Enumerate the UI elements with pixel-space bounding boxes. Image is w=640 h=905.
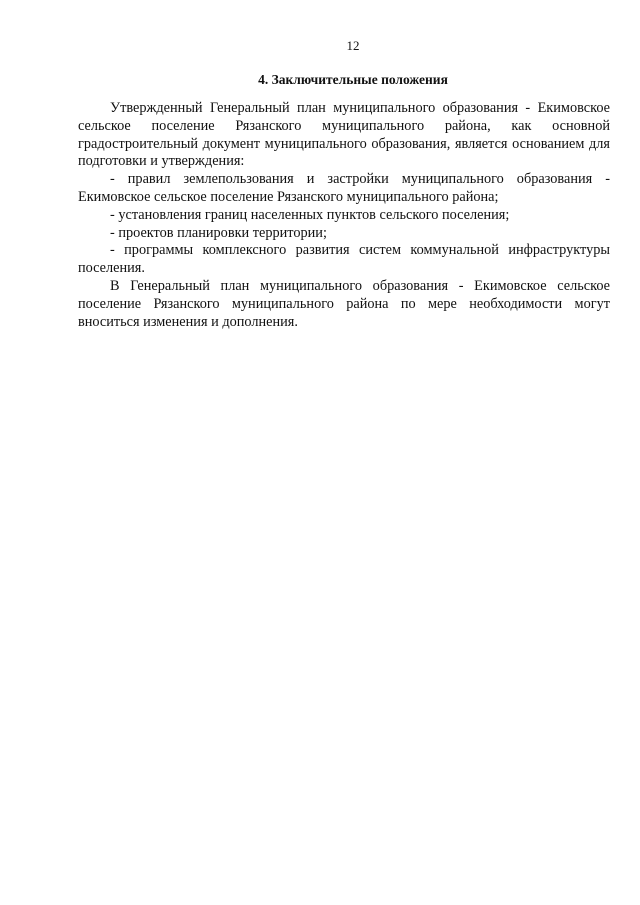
- list-item-infrastructure-program: - программы комплексного развития систем коммунальной инфраструктуры поселения.: [78, 242, 610, 277]
- page-number: 12: [346, 38, 360, 53]
- list-item-land-use-rules: - правил землепользования и застройки муниципального образования - Екимовское сельское поселение Рязанского муниципального района;: [78, 171, 610, 205]
- list-item-planning-projects: - проектов планировки территории;: [110, 224, 327, 241]
- list-item-settlement-boundaries: - установления границ населенных пунктов сельского поселения;: [110, 206, 510, 223]
- paragraph-intro: Утвержденный Генеральный план муниципального образования - Екимовское сельское поселение Рязанского муниципального района, как основной градостроительный документ муниципального образования, является основанием для подготовки и утверждения:: [78, 100, 610, 170]
- paragraph-amendments: В Генеральный план муниципального образования - Екимовское сельское поселение Рязанского муниципального района по мере необходимости могут вноситься изменения и дополнения.: [78, 277, 610, 330]
- document-body: [78, 100, 610, 331]
- section-heading: 4. Заключительные положения: [258, 72, 448, 87]
